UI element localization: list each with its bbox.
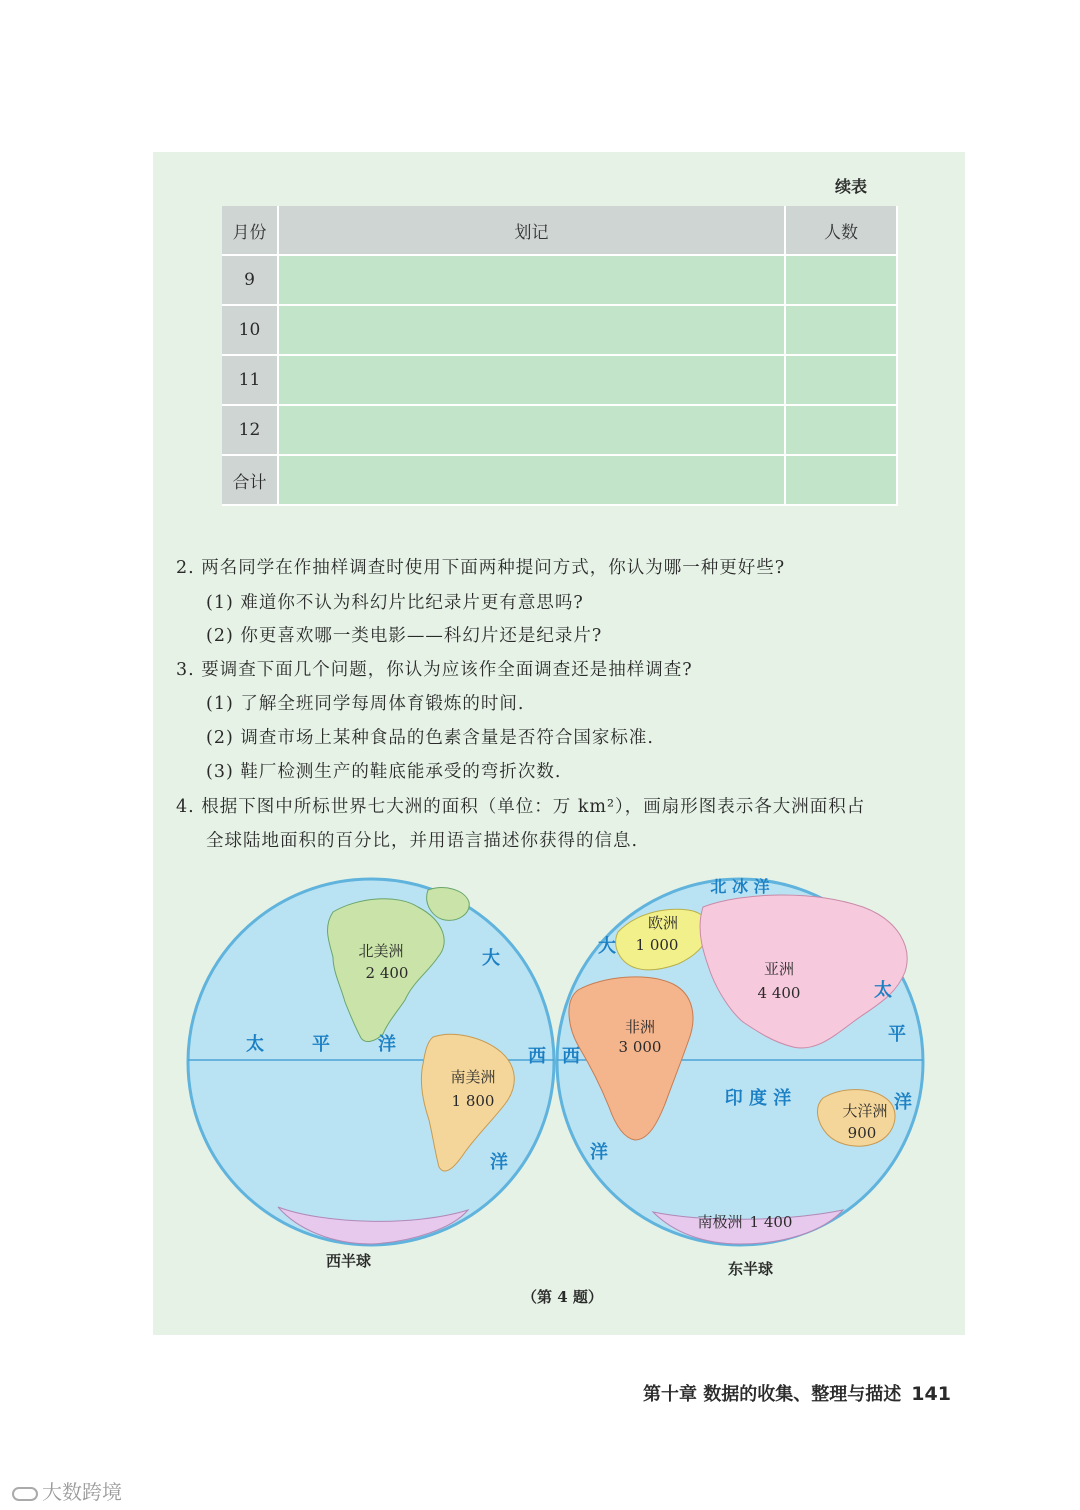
count-cell	[786, 456, 898, 506]
tally-table	[222, 206, 898, 506]
west-pacific-char-3: 洋	[378, 1034, 396, 1055]
table-row	[222, 256, 898, 306]
question-4-line-1: 4. 根据下图中所标世界七大洲的面积（单位：万 km²），画扇形图表示各大洲面积占	[176, 797, 866, 817]
east-pacific-char-3: 洋	[894, 1092, 912, 1113]
africa-name: 非洲	[624, 1018, 656, 1036]
oceania-name: 大洋洲	[842, 1102, 888, 1120]
africa-area: 3 000	[618, 1038, 662, 1056]
europe-name: 欧洲	[647, 914, 679, 932]
table-row	[222, 356, 898, 406]
eastern-hemisphere-caption: 东半球	[728, 1260, 774, 1278]
question-3-option-1: (1) 了解全班同学每周体育锻炼的时间.	[206, 694, 525, 714]
continuation-label: 续表	[835, 177, 868, 196]
west-pacific-char-1: 太	[246, 1034, 264, 1055]
world-hemispheres-map	[183, 872, 929, 1292]
east-pacific-char-1: 太	[874, 980, 892, 1001]
month-cell: 9	[222, 256, 279, 306]
south-america-area: 1 800	[451, 1092, 495, 1110]
watermark-logo-icon	[12, 1487, 38, 1501]
chapter-title: 第十章 数据的收集、整理与描述	[643, 1384, 902, 1405]
asia-area: 4 400	[757, 984, 801, 1002]
antarctica-area: 1 400	[749, 1213, 793, 1231]
count-cell	[786, 356, 898, 406]
tally-cell	[279, 456, 786, 506]
question-4-line-2: 全球陆地面积的百分比，并用语言描述你获得的信息.	[206, 831, 639, 851]
page-number: 141	[911, 1383, 951, 1405]
table-row	[222, 406, 898, 456]
watermark	[12, 1476, 122, 1505]
header-count: 人数	[786, 206, 898, 256]
east-atlantic-char-1: 大	[598, 936, 616, 957]
month-cell: 12	[222, 406, 279, 456]
south-america-name: 南美洲	[450, 1068, 496, 1086]
tally-cell	[279, 256, 786, 306]
west-pacific-char-2: 平	[312, 1034, 330, 1055]
east-atlantic-char-3: 洋	[590, 1142, 608, 1163]
table-row-total	[222, 456, 898, 506]
west-atlantic-char-2: 西	[528, 1046, 546, 1067]
north-america-name: 北美洲	[358, 942, 404, 960]
figure-caption: （第 4 题）	[522, 1288, 603, 1306]
west-atlantic-char-1: 大	[482, 948, 500, 969]
question-3-stem: 3. 要调查下面几个问题，你认为应该作全面调查还是抽样调查?	[176, 660, 693, 680]
month-cell: 11	[222, 356, 279, 406]
europe-area: 1 000	[635, 936, 679, 954]
month-cell: 10	[222, 306, 279, 356]
north-america-area: 2 400	[365, 964, 409, 982]
tally-cell	[279, 356, 786, 406]
antarctica-label: 南极洲	[697, 1213, 743, 1231]
table-header-row	[222, 206, 898, 256]
header-month: 月份	[222, 206, 279, 256]
page-footer	[643, 1380, 951, 1406]
total-label-cell: 合计	[222, 456, 279, 506]
oceania-area: 900	[847, 1124, 877, 1142]
arctic-ocean-label: 北 冰 洋	[710, 877, 770, 896]
question-2-option-1: (1) 难道你不认为科幻片比纪录片更有意思吗?	[206, 593, 584, 613]
western-hemisphere	[188, 879, 554, 1245]
watermark-text: 大数跨境	[42, 1480, 122, 1504]
west-atlantic-char-3: 洋	[490, 1152, 508, 1173]
count-cell	[786, 256, 898, 306]
header-tally: 划记	[279, 206, 786, 256]
count-cell	[786, 406, 898, 456]
asia-name: 亚洲	[763, 960, 795, 978]
eastern-hemisphere	[557, 879, 923, 1245]
table-row	[222, 306, 898, 356]
question-2-stem: 2. 两名同学在作抽样调查时使用下面两种提问方式，你认为哪一种更好些?	[176, 558, 786, 578]
western-hemisphere-caption: 西半球	[326, 1252, 372, 1270]
count-cell	[786, 306, 898, 356]
east-atlantic-char-2: 西	[562, 1046, 580, 1067]
question-3-option-3: (3) 鞋厂检测生产的鞋底能承受的弯折次数.	[206, 762, 562, 782]
question-2-option-2: (2) 你更喜欢哪一类电影——科幻片还是纪录片?	[206, 626, 603, 646]
east-pacific-char-2: 平	[888, 1024, 906, 1045]
indian-ocean-label: 印 度 洋	[724, 1088, 792, 1109]
question-3-option-2: (2) 调查市场上某种食品的色素含量是否符合国家标准.	[206, 728, 654, 748]
tally-cell	[279, 306, 786, 356]
tally-cell	[279, 406, 786, 456]
